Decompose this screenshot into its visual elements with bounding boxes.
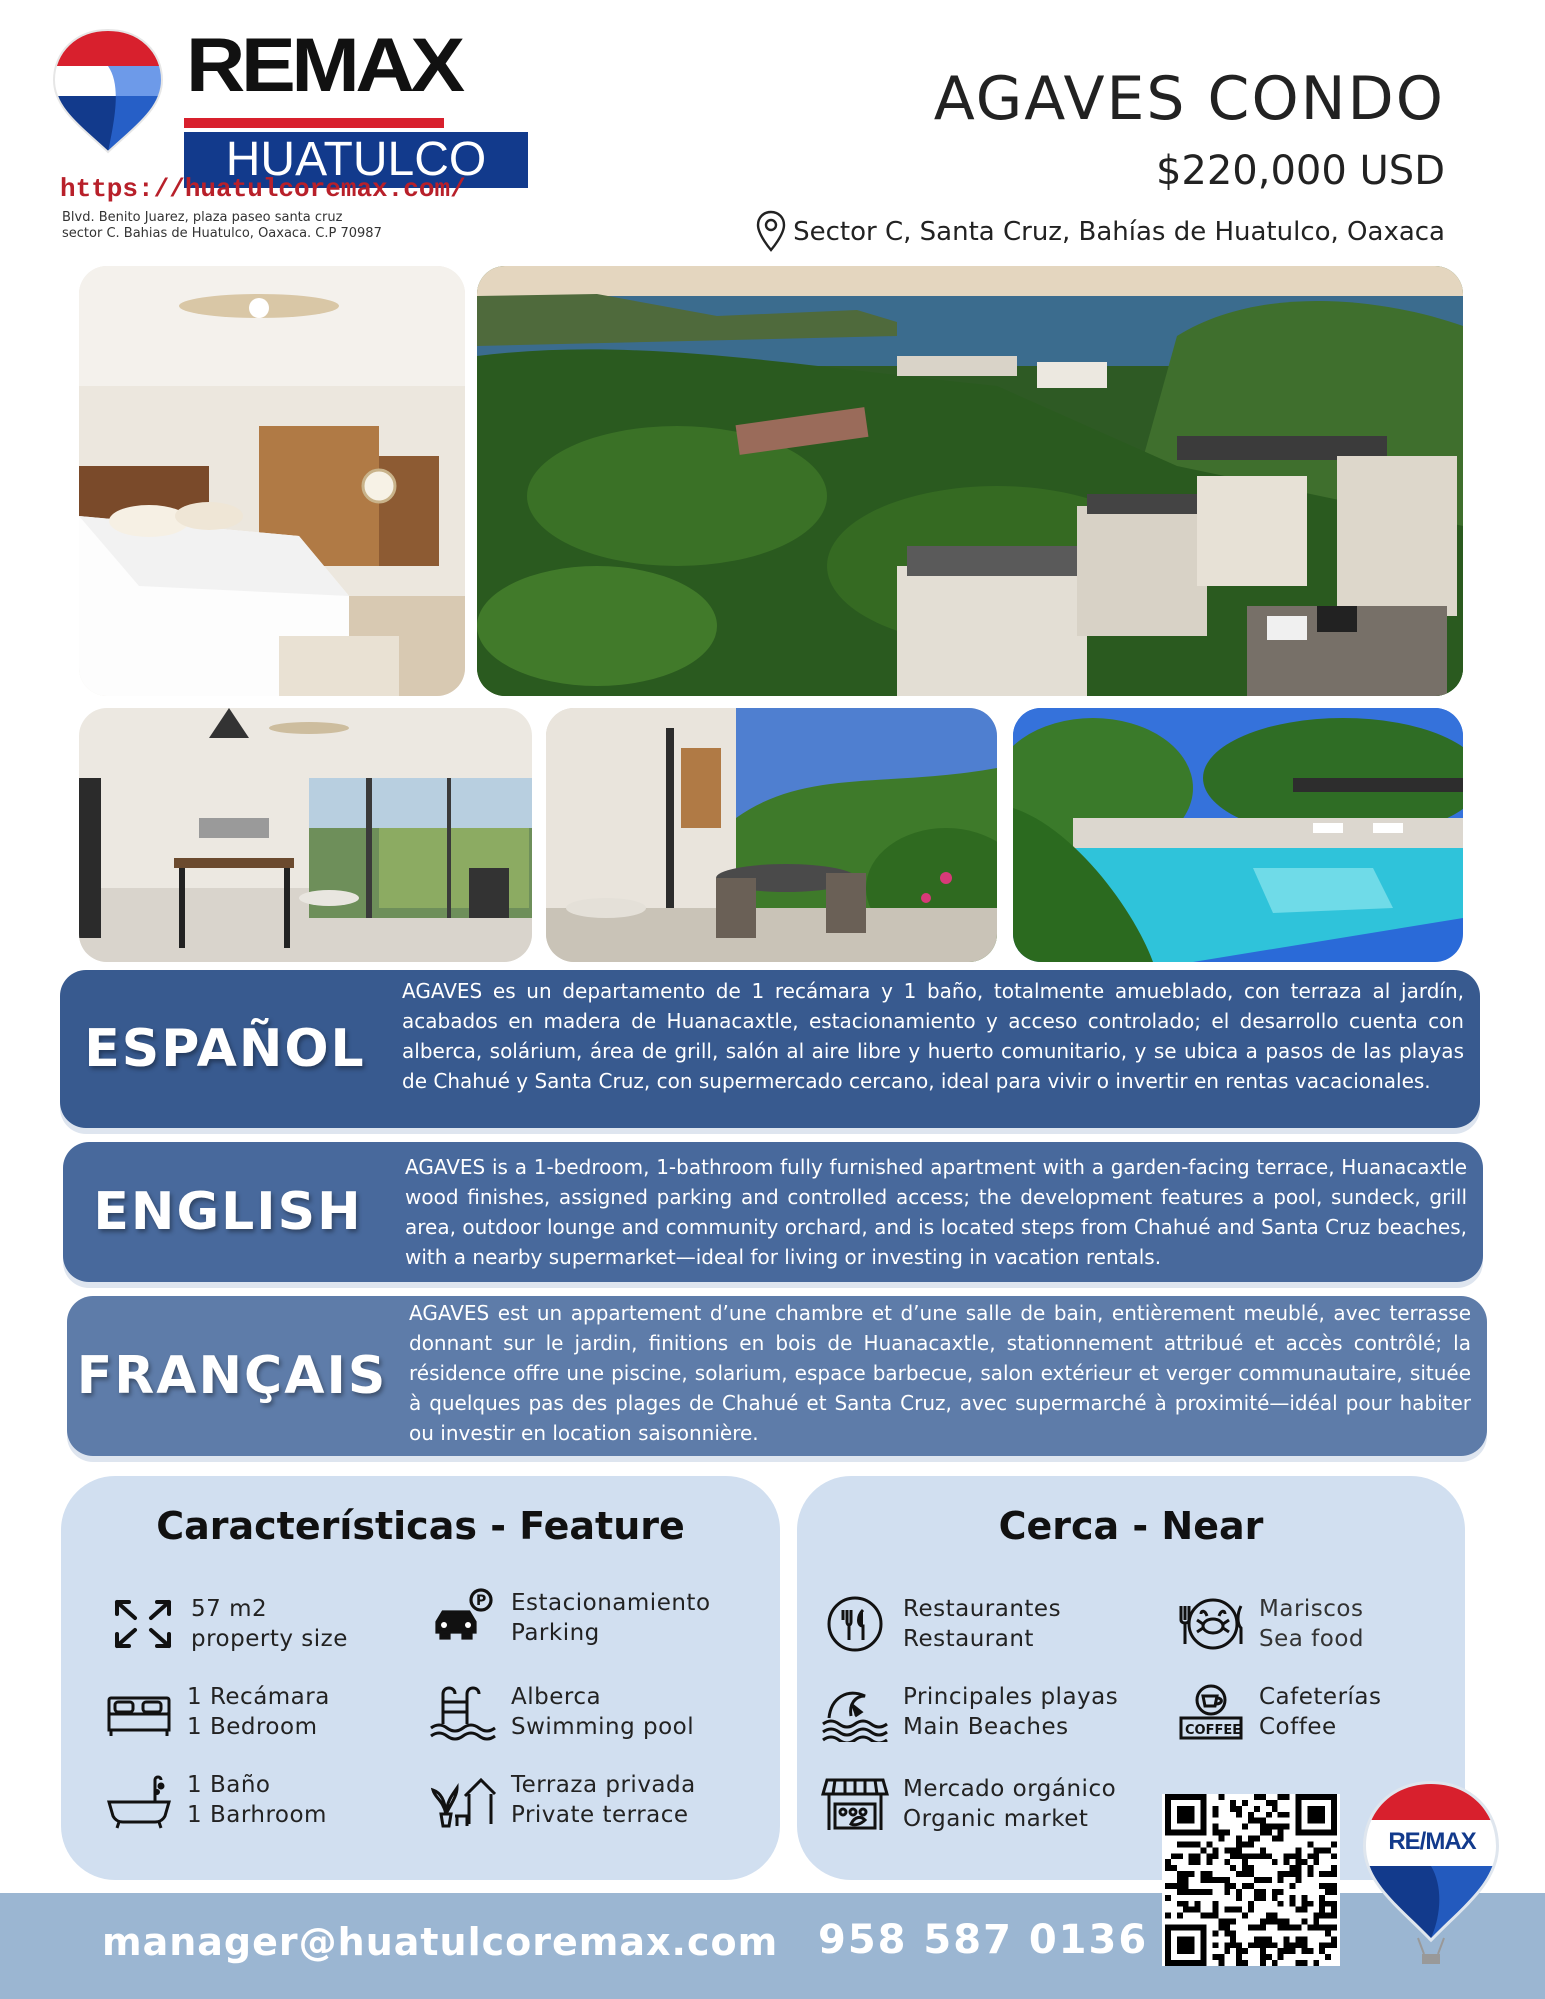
spanish-label: ESPAÑOL	[84, 1019, 366, 1079]
near-item-beaches: Principales playas Main Beaches	[821, 1682, 1118, 1742]
expand-arrows-icon	[109, 1594, 177, 1654]
remax-huatulco-logo	[52, 23, 487, 186]
property-location	[755, 210, 1445, 254]
description-english	[63, 1142, 1483, 1282]
coffee-cup-icon	[1177, 1682, 1245, 1742]
near-item-restaurant: Restaurantes Restaurant	[821, 1594, 1061, 1654]
feature-item-pool: Alberca Swimming pool	[429, 1682, 694, 1742]
location-text: Sector C, Santa Cruz, Bahías de Huatulco, Oaxaca	[793, 217, 1445, 247]
logo-wordmark: REMAX	[186, 23, 461, 108]
property-title: AGAVES CONDO	[933, 64, 1445, 134]
kitchen-photo	[79, 708, 532, 962]
qr-code[interactable]	[1162, 1794, 1340, 1966]
restaurant-icon	[821, 1594, 889, 1654]
bedroom-photo	[79, 266, 465, 696]
beach-wave-icon	[821, 1682, 889, 1742]
office-address: Blvd. Benito Juarez, plaza paseo santa cruz sector C. Bahias de Huatulco, Oaxaca. C.P 70987	[62, 210, 382, 241]
near-item-coffee: COFFEE Cafeterías Coffee	[1177, 1682, 1382, 1742]
terrace-plant-icon	[429, 1770, 497, 1830]
aerial-view-photo	[477, 266, 1463, 696]
french-label: FRANÇAIS	[76, 1346, 388, 1406]
parking-car-icon	[429, 1588, 497, 1648]
description-spanish	[60, 970, 1480, 1128]
english-text: AGAVES is a 1-bedroom, 1-bathroom fully furnished apartment with a garden-facing terrace, Huanacaxtle wood finishes, assigned parking and controlled access; the development features a pool, sundeck, grill area, outdoor lounge and community orchard, and is located steps from Chahué and Santa Cruz beaches, with a nearby supermarket—ideal for living or investing in vacation rentals.	[405, 1155, 1467, 1269]
logo-city: HUATULCO	[225, 133, 487, 186]
map-pin-icon	[755, 210, 787, 254]
feature-item-terrace: Terraza privada Private terrace	[429, 1770, 696, 1830]
feature-item-parking: P Estacionamiento Parking	[429, 1588, 711, 1648]
svg-text:P: P	[476, 1593, 487, 1609]
pool-ladder-icon	[429, 1682, 497, 1742]
website-link[interactable]: https://huatulcoremax.com/	[60, 174, 466, 204]
features-card	[61, 1476, 780, 1880]
contact-phone-link[interactable]: 958 587 0136	[818, 1917, 1149, 1963]
terrace-photo	[546, 708, 997, 962]
seafood-crab-icon	[1177, 1594, 1245, 1654]
pool-photo	[1013, 708, 1463, 962]
svg-text:COFFEE: COFFEE	[1185, 1723, 1242, 1738]
near-item-seafood: Mariscos Sea food	[1177, 1594, 1364, 1654]
remax-balloon-logo-icon	[1356, 1778, 1506, 1968]
near-title: Cerca - Near	[998, 1504, 1264, 1548]
balloon-logo-icon	[52, 26, 164, 156]
description-french	[67, 1296, 1487, 1456]
property-price: $220,000 USD	[1155, 148, 1445, 194]
bathtub-icon	[105, 1770, 173, 1830]
market-stall-icon	[821, 1774, 889, 1834]
contact-email-link[interactable]: manager@huatulcoremax.com	[102, 1920, 779, 1964]
feature-item-size: 57 m2 property size	[109, 1594, 348, 1654]
features-title: Características - Feature	[156, 1504, 685, 1548]
french-text: AGAVES est un appartement d’une chambre et d’une salle de bain, entièrement meublé, avec terrasse donnant sur le jardin, finitions en bois de Huanacaxtle, stationnement attribué et accès contrôlé; la résidence offre une piscine, solarium, espace barbecue, salon extérieur et verger communautaire, située à quelques pas des plages de Chahué et Santa Cruz, avec supermarché à proximité—idéal pour habiter ou investir en location saisonnière.	[409, 1301, 1471, 1445]
near-item-market: Mercado orgánico Organic market	[821, 1774, 1116, 1834]
feature-item-bedroom: 1 Recámara 1 Bedroom	[105, 1682, 330, 1742]
spanish-text: AGAVES es un departamento de 1 recámara y 1 baño, totalmente amueblado, con terraza al jardín, acabados en madera de Huanacaxtle, estacionamiento y acceso controlado; el desarrollo cuenta con alberca, solárium, área de grill, salón al aire libre y huerto comunitario, y se ubica a pasos de las playas de Chahué y Santa Cruz, con supermercado cercano, ideal para vivir o invertir en rentas vacacionales.	[402, 979, 1464, 1093]
english-label: ENGLISH	[93, 1182, 363, 1242]
balloon-logo-text: RE/MAX	[1388, 1828, 1476, 1855]
bed-icon	[105, 1682, 173, 1742]
qr-code-image	[1162, 1794, 1340, 1966]
feature-item-bathroom: 1 Baño 1 Barhroom	[105, 1770, 327, 1830]
